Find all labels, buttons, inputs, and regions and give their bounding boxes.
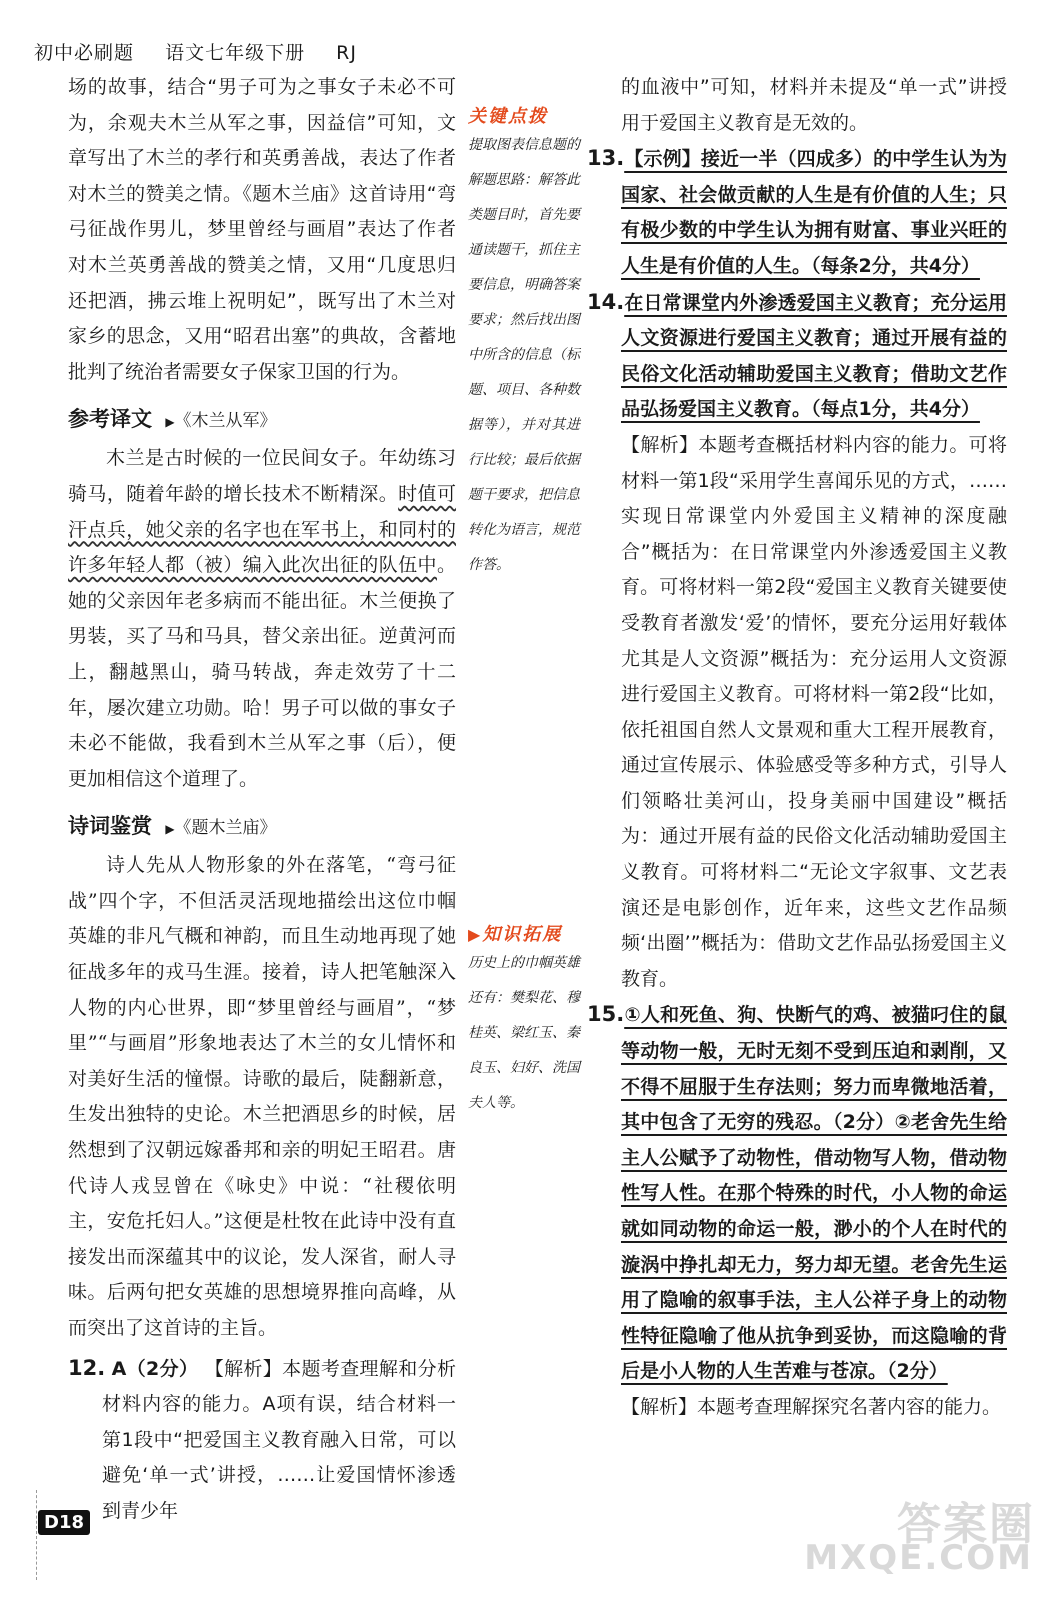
series-title: 初中必刷题: [34, 42, 135, 64]
question-14: [587, 285, 1007, 428]
translation-underlined: 时值可汗点兵，她父亲的名字也在军书上，和同村的许多年轻人都（被）编入此次出征的队伍中: [68, 482, 456, 577]
poem-title: 诗词鉴赏: [68, 814, 152, 839]
translation-heading: [68, 400, 456, 441]
subject-title: 语文七年级下册: [165, 42, 306, 64]
question-15-number: 15.: [587, 1002, 625, 1027]
tip-key-points-title: 关键点拨: [468, 106, 548, 127]
poem-subtitle: 《题木兰庙》: [174, 818, 277, 839]
question-13-number: 13.: [587, 146, 625, 171]
question-12: [68, 1351, 456, 1530]
question-14-answer: 在日常课堂内外渗透爱国主义教育；充分运用人文资源进行爱国主义教育；通过开展有益的民俗文化活动辅助爱国主义教育；借助文艺作品弘扬爱国主义教育。（每点1分，共4分）: [621, 291, 1007, 421]
question-14-analysis: 【解析】本题考查概括材料内容的能力。可将材料一第1段“采用学生喜闻乐见的方式，……实现日常课堂内外爱国主义精神的深度融合”概括为：在日常课堂内外渗透爱国主义教育。可将材料一第2段“爱国主义教育关键要使受教育者激发‘爱’的情怀，要充分运用好载体尤其是人文资源”概括为：充分运用人文资源进行爱国主义教育。可将材料一第2段“比如，依托祖国自然人文景观和重大工程开展教育，通过宣传展示、体验感受等多种方式，引导人们领略壮美河山，投身美丽中国建设”概括为：通过开展有益的民俗文化活动辅助爱国主义教育。可将材料二“无论文字叙事、文艺表演还是电影创作，近年来，这些文艺作品频频‘出圈’”概括为：借助文艺作品弘扬爱国主义教育。: [621, 433, 1007, 990]
page-header: [34, 38, 381, 65]
page-margin-line: [36, 1490, 38, 1580]
question-13-answer: 【示例】接近一半（四成多）的中学生认为为国家、社会做贡献的人生是有价值的人生；只有极少数的中学生认为拥有财富、事业兴旺的人生是有价值的人生。（每条2分，共4分）: [621, 148, 1007, 277]
triangle-icon: ▶: [165, 822, 175, 837]
question-12-continued: 的血液中”可知，材料并未提及“单一式”讲授用于爱国主义教育是无效的。: [621, 76, 1007, 134]
translation-title: 参考译文: [68, 407, 152, 432]
tip-key-points: [468, 102, 580, 583]
question-15-answer: ①人和死鱼、狗、快断气的鸡、被猫叼住的鼠等动物一般，无时无刻不受到压迫和剥削，又不得不屈服于生存法则；努力而卑微地活着，其中包含了无穷的残忍。（2分）②老舍先生给主人公赋予了动物性，借动物写人物，借动物性写人性。在那个特殊的时代，小人物的命运就如同动物的命运一般，渺小的个人在时代的漩涡中挣扎却无力，努力却无望。老舍先生运用了隐喻的叙事手法，主人公祥子身上的动物性特征隐喻了他从抗争到妥协，而这隐喻的背后是小人物的人生苦难与苍凉。（2分）: [621, 1004, 1007, 1383]
poem-heading: [68, 807, 456, 848]
watermark-url: MXQE.COM: [804, 1538, 1033, 1578]
triangle-icon: ▶: [165, 415, 175, 430]
question-12-tag: 【解析】: [204, 1357, 283, 1380]
left-column: [68, 70, 456, 1530]
page-number: D18: [38, 1510, 90, 1535]
question-13: [587, 141, 1007, 284]
tip-knowledge-title: 知识拓展: [482, 924, 563, 945]
right-column: [587, 70, 1007, 1426]
translation-text: 木兰是古时候的一位民间女子。年幼练习骑马，随着年龄的增长技术不断精深。时值可汗点兵，她父亲的名字也在军书上，和同村的许多年轻人都（被）编入此次出征的队伍中。她的父亲因年老多病而不能出征。木兰便换了男装，买了马和马具，替父亲出征。逆黄河而上，翻越黑山，骑马转战，奔走效劳了十二年，屡次建立功勋。哈！男子可以做的事女子未必不能做，我看到木兰从军之事（后），便更加相信这个道理了。: [68, 447, 456, 790]
question-12-number: 12.: [68, 1355, 106, 1380]
analysis-continued: 场的故事，结合“男子可为之事女子未必不可为，余观夫木兰从军之事，因益信”可知，文章写出了木兰的孝行和英勇善战，表达了作者对木兰的赞美之情。《题木兰庙》这首诗用“弯弓征战作男儿，梦里曾经与画眉”表达了作者对木兰英勇善战的赞美之情，又用“几度思归还把酒，拂云堆上祝明妃”，既写出了木兰对家乡的思念，又用“昭君出塞”的典故，含蓄地批判了统治者需要女子保家卫国的行为。: [68, 76, 456, 383]
watermark-logo: 答案圈: [897, 1499, 1035, 1550]
question-12-text: 本题考查理解和分析材料内容的能力。A项有误，结合材料一第1段中“把爱国主义教育融入日常，可以避免‘单一式’讲授，……让爱国情怀渗透到青少年: [102, 1357, 456, 1522]
tip-knowledge-body: 历史上的巾帼英雄还有：樊梨花、穆桂英、梁红玉、秦良玉、妇好、洗国夫人等。: [468, 955, 580, 1111]
question-14-number: 14.: [587, 289, 625, 314]
poem-appreciation: 诗人先从人物形象的外在落笔，“弯弓征战”四个字，不但活灵活现地描绘出这位巾帼英雄的非凡气概和神韵，而且生动地再现了她征战多年的戎马生涯。接着，诗人把笔触深入人物的内心世界，即“梦里曾经与画眉”，“梦里”“与画眉”形象地表达了木兰的女儿情怀和对美好生活的憧憬。诗歌的最后，陡翻新意，生发出独特的史论。木兰把酒思乡的时候，居然想到了汉朝远嫁番邦和亲的明妃王昭君。唐代诗人戎昱曾在《咏史》中说：“社稷依明主，安危托妇人。”这便是杜牧在此诗中没有直接发出而深蕴其中的议论，发人深省，耐人寻味。后两句把女英雄的思想境界推向高峰，从而突出了这首诗的主旨。: [68, 854, 456, 1339]
translation-subtitle: 《木兰从军》: [174, 411, 277, 432]
question-15: [587, 997, 1007, 1390]
tip-key-points-body: 提取图表信息题的解题思路：解答此类题目时，首先要通读题干，抓住主要信息，明确答案要求；然后找出图中所含的信息（标题、项目、各种数据等），并对其进行比较；最后依据题干要求，把信息转化为语言，规范作答。: [468, 137, 580, 573]
question-12-answer: A（2分）: [111, 1357, 199, 1380]
arrow-icon: ▶: [468, 925, 483, 944]
tip-knowledge: [468, 920, 580, 1121]
question-15-analysis: 【解析】本题考查理解探究名著内容的能力。: [621, 1395, 1002, 1418]
edition-label: RJ: [336, 42, 357, 64]
